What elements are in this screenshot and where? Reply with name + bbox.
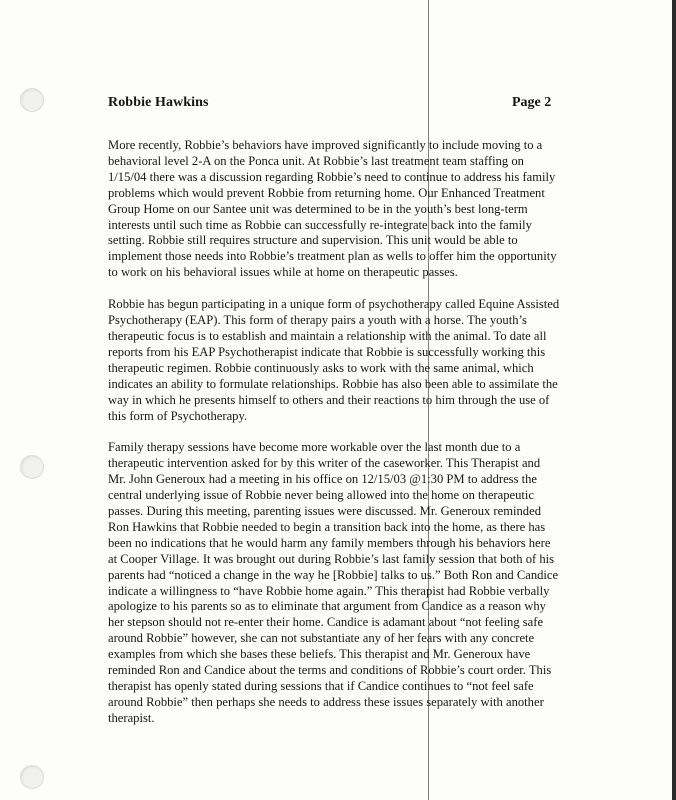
text-line: reports from his EAP Psychotherapist indicate that Robbie is successfully working this [108,344,546,359]
text-line: setting. Robbie still requires structure and supervision. This unit would be able to [108,233,518,248]
text-line: indicates an ability to formulate relationships. Robbie has also been able to assimilate the [108,376,558,391]
text-line: apologize to his parents so as to eliminate that argument from Candice as a reason why [108,599,546,614]
document-body [108,138,608,743]
text-line: around Robbie” however, she can not substantiate any of her fears with any concrete [108,631,535,646]
text-line: therapeutic focus is to establish and maintain a relationship with the animal. To date all [108,328,547,343]
text-line: Mr. John Generoux had a meeting in his office on 12/15/03 @1:30 PM to address the [108,472,537,487]
text-line: problems which would prevent Robbie from returning home. Our Enhanced Treatment [108,185,545,200]
text-line: this form of Psychotherapy. [108,408,248,423]
text-line: Psychotherapy (EAP). This form of therapy pairs a youth with a horse. The youth’s [108,313,527,328]
text-line: behavioral level 2-A on the Ponca unit. At Robbie’s last treatment team staffing on [108,153,524,168]
punch-hole-bottom [20,765,44,789]
paragraph-family-therapy [108,440,608,726]
punch-hole-middle [20,455,44,479]
paragraph-behavior-progress [108,138,608,281]
text-line: Group Home on our Santee unit was determined to be in the youth’s best long-term [108,201,528,216]
text-line: parents had “noticed a change in the way he [Robbie] talks to us.” Both Ron and Candice [108,567,559,582]
text-line: More recently, Robbie’s behaviors have improved significantly to include moving to a [108,138,543,152]
text-line: implement those needs into Robbie’s treatment plan as wells to offer him the opportunity [108,249,557,264]
text-line: way in which he presents himself to others and their reactions to him through the use of [108,392,550,407]
text-line: to work on his behavioral issues while at home on therapeutic passes. [108,265,458,280]
text-line: Family therapy sessions have become more workable over the last month due to a [108,440,521,455]
scan-edge [672,0,676,800]
text-line: therapist. [108,710,155,725]
text-line: central underlying issue of Robbie never being allowed into the home on therapeutic [108,488,534,503]
text-line: indicate a willingness to “have Robbie home again.” This therapist had Robbie verbally [108,583,550,598]
text-line: at Cooper Village. It was brought out during Robbie’s last family session that both of his [108,551,555,566]
text-line: examples from which she bases these beliefs. This therapist and Mr. Generoux have [108,647,531,662]
text-line: therapist has openly stated during sessions that if Candice continues to “not feel safe [108,679,534,693]
text-line: therapeutic intervention asked for by this writer of the caseworker. This Therapist and [108,456,541,471]
text-line: her stepson should not re-enter their home. Candice is adamant about “not feeling safe [108,615,544,630]
punch-hole-top [20,88,44,112]
text-line: reminded Ron and Candice about the terms and conditions of Robbie’s court order. This [108,663,552,678]
text-line: passes. During this meeting, parenting issues were discussed. Mr. Generoux reminded [108,504,541,519]
paragraph-equine-therapy [108,297,608,424]
text-line: 1/15/04 there was a discussion regarding Robbie’s need to continue to address his family [108,169,556,184]
header-patient-name: Robbie Hawkins [108,95,209,110]
text-line: interests until such time as Robbie can successfully re-integrate back into the family [108,217,532,232]
text-line: been no indications that he would harm any family members through his behaviors here [108,535,551,550]
text-line: therapeutic regimen. Robbie continuously asks to work with the same animal, which [108,360,534,375]
page-number: Page 2 [512,95,552,110]
text-line: Ron Hawkins that Robbie needed to begin a transition back into the home, as there has [108,519,546,534]
text-line: around Robbie” then perhaps she needs to address these issues separately with another [108,694,544,709]
text-line: Robbie has begun participating in a unique form of psychotherapy called Equine Assisted [108,297,560,312]
